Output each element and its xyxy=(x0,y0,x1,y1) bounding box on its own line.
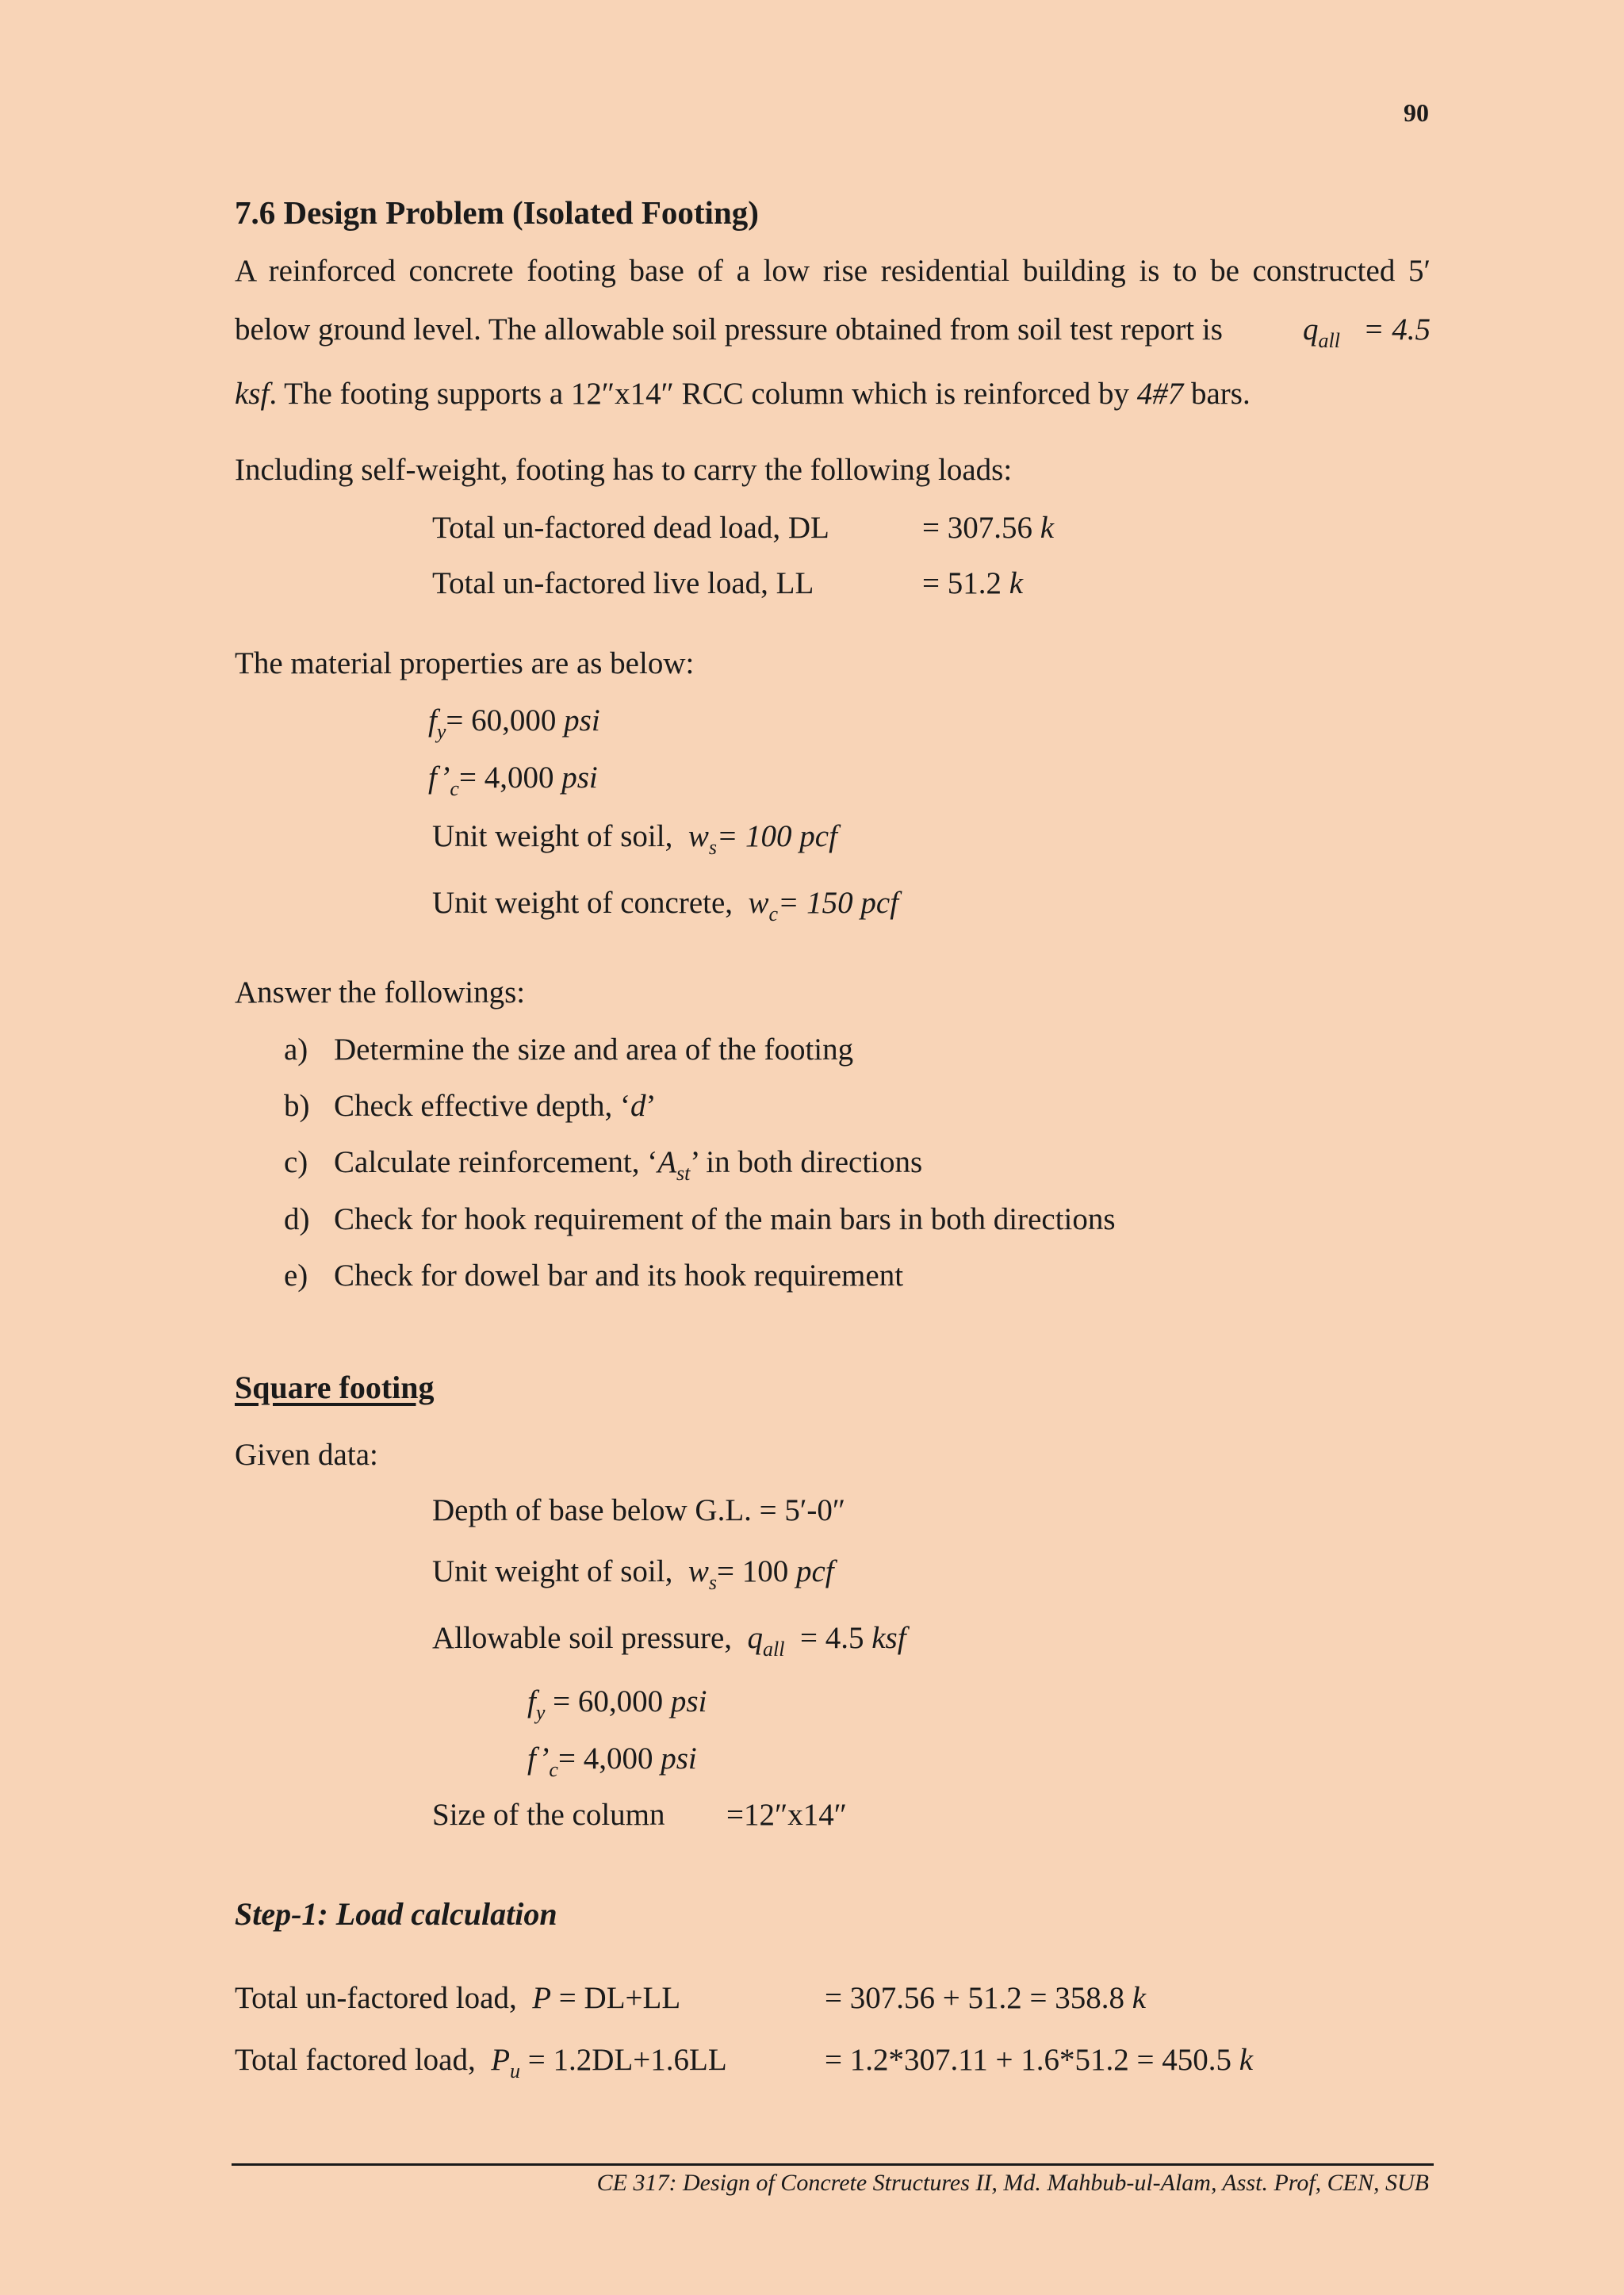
q-all-value: = 4.5 xyxy=(1363,312,1431,347)
square-footing-heading: Square footing xyxy=(235,1370,435,1405)
kip-unit: k xyxy=(1239,2043,1254,2077)
question-e-text: Check for dowel bar and its hook requirement xyxy=(334,1259,904,1293)
questions-lead: Answer the followings: xyxy=(235,975,526,1010)
fy-subscript: y xyxy=(535,1701,546,1724)
unfactored-load-calc xyxy=(825,1980,1146,2017)
factored-load-line xyxy=(235,2042,727,2082)
q-all-subscript: all xyxy=(763,1638,785,1661)
live-load-value xyxy=(922,565,1023,602)
q-all-symbol: q xyxy=(747,1621,764,1655)
intro-line-2 xyxy=(235,312,1431,352)
concrete-weight-label: Unit weight of concrete, xyxy=(432,886,733,920)
question-e-marker: e) xyxy=(284,1259,308,1293)
p-symbol: P xyxy=(532,1981,552,2015)
live-load-number: = 51.2 xyxy=(922,566,1002,600)
ws-symbol: w xyxy=(688,819,709,853)
dead-load-number: = 307.56 xyxy=(922,511,1032,545)
unfactored-load-label: Total un-factored load, xyxy=(235,1981,517,2015)
intro-line-3-end: bars. xyxy=(1190,377,1251,411)
intro-line-3-text: . The footing supports a 12″x14″ RCC column which is reinforced by xyxy=(269,377,1129,411)
question-c-label: Calculate reinforcement, ‘ xyxy=(334,1145,658,1179)
factored-load-label: Total factored load, xyxy=(235,2043,476,2077)
materials-lead: The material properties are as below: xyxy=(235,646,695,680)
column-size-value: =12″x14″ xyxy=(726,1798,847,1832)
given-qall-line xyxy=(432,1620,906,1661)
ast-symbol: A xyxy=(657,1145,677,1179)
q-all-subscript: all xyxy=(1318,329,1340,352)
fc-symbol: f’ xyxy=(527,1741,550,1776)
question-b-end: ’ xyxy=(645,1089,657,1123)
given-ws-value: = 100 xyxy=(716,1554,789,1588)
question-b-text xyxy=(334,1088,656,1125)
soil-weight-label: Unit weight of soil, xyxy=(432,819,673,853)
fc-subscript: c xyxy=(549,1758,558,1781)
given-soil-weight-label: Unit weight of soil, xyxy=(432,1554,673,1588)
fy-subscript: y xyxy=(436,720,446,743)
soil-weight-line xyxy=(432,818,837,859)
concrete-weight-line xyxy=(432,885,899,925)
kip-unit: k xyxy=(1009,566,1024,600)
given-qall-label: Allowable soil pressure, xyxy=(432,1621,733,1655)
pu-symbol: P xyxy=(491,2043,511,2077)
ws-symbol: w xyxy=(688,1554,709,1588)
question-a-marker: a) xyxy=(284,1033,308,1067)
ksf-unit: ksf xyxy=(235,377,270,411)
factored-formula: = 1.2DL+1.6LL xyxy=(527,2043,727,2077)
column-size-label: Size of the column xyxy=(432,1798,665,1832)
q-all-expression xyxy=(1302,312,1431,352)
q-all-symbol: q xyxy=(1302,312,1319,347)
fy-value: = 60,000 xyxy=(553,1684,664,1718)
ws-subscript: s xyxy=(708,836,717,859)
wc-value: = 150 pcf xyxy=(778,886,899,920)
pu-subscript: u xyxy=(510,2059,521,2082)
question-c-end: ’ in both directions xyxy=(690,1145,923,1179)
fy-value: = 60,000 xyxy=(446,703,557,738)
fc-value: = 4,000 xyxy=(458,761,554,795)
pcf-unit: pcf xyxy=(795,1554,834,1588)
factored-load-value: = 1.2*307.11 + 1.6*51.2 = 450.5 xyxy=(825,2043,1232,2077)
ksf-unit: ksf xyxy=(871,1621,906,1655)
fc-value: = 4,000 xyxy=(557,1741,653,1776)
fc-symbol: f’ xyxy=(428,761,450,795)
intro-line-1: A reinforced concrete footing base of a low rise residential building is to be constructed 5′ xyxy=(235,254,1431,288)
kip-unit: k xyxy=(1040,511,1055,545)
footer-text: CE 317: Design of Concrete Structures II, Md. Mahbub-ul-Alam, Asst. Prof, CEN, SUB xyxy=(596,2170,1429,2196)
question-c-marker: c) xyxy=(284,1145,308,1179)
fy-symbol: f xyxy=(527,1684,536,1718)
wc-subscript: c xyxy=(768,902,779,925)
question-b-label: Check effective depth, ‘ xyxy=(334,1089,630,1123)
fy-line xyxy=(428,703,600,743)
given-fy-line xyxy=(527,1684,707,1724)
dead-load-value xyxy=(922,510,1054,546)
question-b-marker: b) xyxy=(284,1089,310,1123)
given-fc-line xyxy=(527,1741,697,1781)
d-symbol: d xyxy=(630,1089,646,1123)
section-title: 7.6 Design Problem (Isolated Footing) xyxy=(235,194,759,231)
bars-spec: 4#7 xyxy=(1136,377,1184,411)
footer-rule xyxy=(232,2163,1434,2166)
given-data-label: Given data: xyxy=(235,1438,378,1472)
question-d-marker: d) xyxy=(284,1202,310,1236)
ws-subscript: s xyxy=(708,1571,717,1594)
psi-unit: psi xyxy=(564,703,600,738)
intro-line-2-text: below ground level. The allowable soil pressure obtained from soil test report is xyxy=(235,312,1223,347)
unfactored-load-line xyxy=(235,1980,680,2017)
loads-lead: Including self-weight, footing has to carry the following loads: xyxy=(235,453,1013,487)
fc-subscript: c xyxy=(450,777,459,800)
live-load-label: Total un-factored live load, LL xyxy=(432,566,814,600)
ast-subscript: st xyxy=(676,1162,691,1185)
page-number: 90 xyxy=(1404,98,1429,127)
unfactored-load-value: = 307.56 + 51.2 = 358.8 xyxy=(825,1981,1124,2015)
given-soil-weight-line xyxy=(432,1554,834,1594)
dead-load-label: Total un-factored dead load, DL xyxy=(432,511,829,545)
question-a-text: Determine the size and area of the footing xyxy=(334,1033,854,1067)
ws-value: = 100 pcf xyxy=(716,819,837,853)
question-c-text xyxy=(334,1144,923,1185)
factored-load-calc xyxy=(825,2042,1253,2079)
question-d-text: Check for hook requirement of the main bars in both directions xyxy=(334,1202,1116,1236)
given-qall-value: = 4.5 xyxy=(799,1621,864,1655)
depth-line: Depth of base below G.L. = 5′-0″ xyxy=(432,1493,846,1527)
fc-line xyxy=(428,760,598,800)
unfactored-formula: = DL+LL xyxy=(558,1981,681,2015)
psi-unit: psi xyxy=(561,761,598,795)
kip-unit: k xyxy=(1132,1981,1147,2015)
psi-unit: psi xyxy=(670,1684,707,1718)
psi-unit: psi xyxy=(661,1741,697,1776)
step-1-heading: Step-1: Load calculation xyxy=(235,1896,557,1932)
wc-symbol: w xyxy=(748,886,769,920)
intro-line-3 xyxy=(235,376,1251,412)
fy-symbol: f xyxy=(428,703,437,738)
